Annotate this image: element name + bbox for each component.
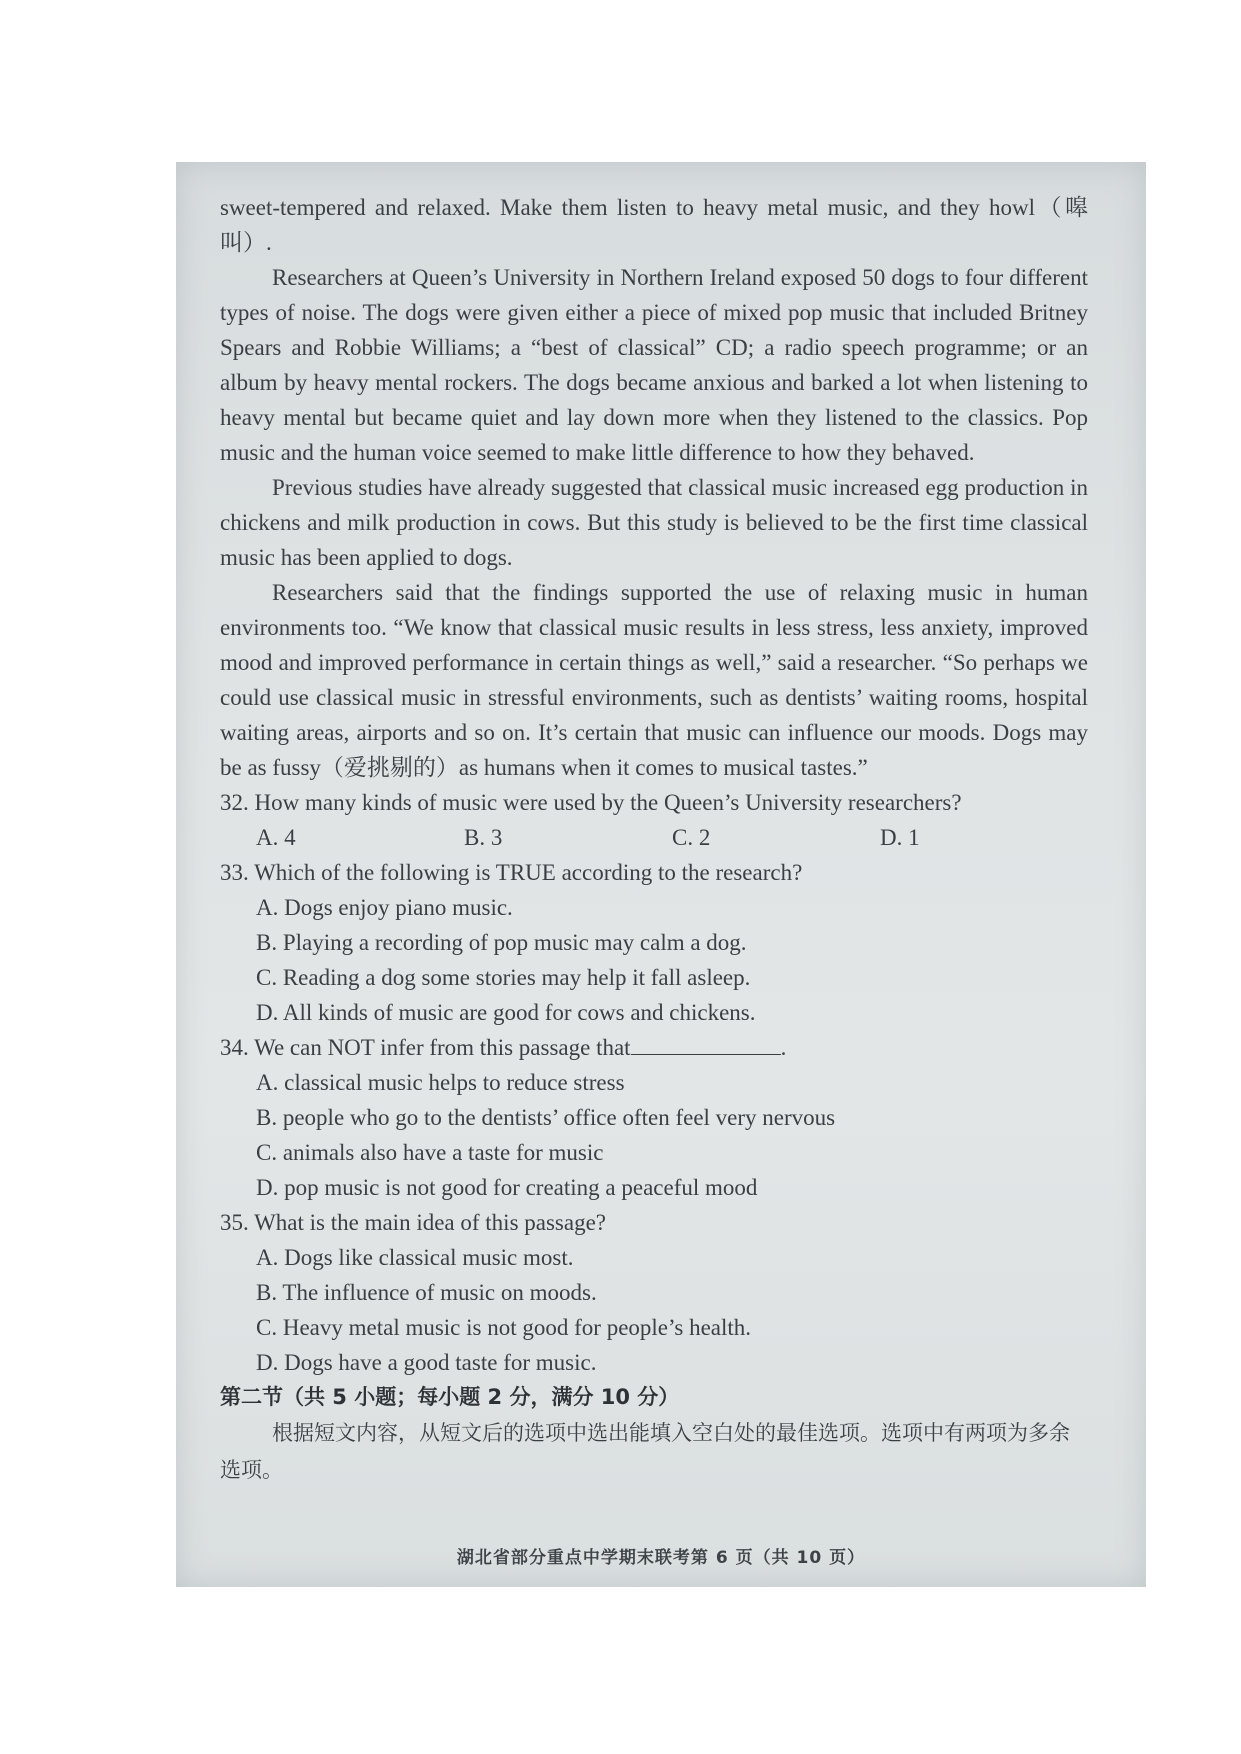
option-b: B. people who go to the dentists’ office often feel very nervous (256, 1105, 836, 1130)
question-33 (220, 855, 1088, 1030)
section-instruction: 根据短文内容，从短文后的选项中选出能填入空白处的最佳选项。选项中有两项为多余选项。 (220, 1421, 1070, 1482)
option-a: A. Dogs enjoy piano music. (256, 895, 513, 920)
option-d: D. Dogs have a good taste for music. (256, 1350, 597, 1375)
exam-page (176, 162, 1146, 1587)
option-row (256, 820, 1088, 855)
option-c: C. 2 (672, 825, 711, 850)
option-b: B. 3 (464, 825, 503, 850)
question-stem-end: . (780, 1035, 787, 1060)
question-stem-line (220, 1030, 1088, 1065)
option-c: C. Heavy metal music is not good for people’s health. (256, 1315, 752, 1340)
page-footer: 湖北省部分重点中学期末联考第 6 页（共 10 页） (456, 1548, 866, 1568)
option-d: D. All kinds of music are good for cows and chickens. (256, 1000, 756, 1025)
page-content (220, 190, 1088, 1489)
question-stem: 32. How many kinds of music were used by the Queen’s University researchers? (220, 790, 962, 815)
option-b: B. The influence of music on moods. (256, 1280, 597, 1305)
question-35 (220, 1205, 1088, 1380)
passage-paragraph-0: sweet-tempered and relaxed. Make them listen to heavy metal music, and they howl（嗥叫）. (220, 195, 1088, 255)
option-c: C. animals also have a taste for music (256, 1140, 604, 1165)
passage-paragraph-1: Researchers at Queen’s University in Northern Ireland exposed 50 dogs to four different types of noise. The dogs were given either a piece of mixed pop music that included Britney Spears and Robbie Williams; a “best of classical” CD; a radio speech programme; or an album by heavy mental rockers. The dogs became anxious and barked a lot when listening to heavy mental but became quiet and lay down more when they listened to the classics. Pop music and the human voice seemed to make little difference to how they behaved. (220, 265, 1088, 465)
question-32 (220, 785, 1088, 855)
option-d: D. pop music is not good for creating a peaceful mood (256, 1175, 758, 1200)
option-a: A. Dogs like classical music most. (256, 1245, 574, 1270)
option-c: C. Reading a dog some stories may help it fall asleep. (256, 965, 751, 990)
option-a: A. 4 (256, 825, 296, 850)
answer-blank (631, 1034, 781, 1055)
passage-paragraph-2: Previous studies have already suggested that classical music increased egg production in chickens and milk production in cows. But this study is believed to be the first time classical music has been applied to dogs. (220, 475, 1088, 570)
question-stem: 33. Which of the following is TRUE according to the research? (220, 860, 803, 885)
section-title: 第二节（共 5 小题；每小题 2 分，满分 10 分） (220, 1385, 680, 1409)
option-d: D. 1 (880, 825, 920, 850)
passage-paragraph-3: Researchers said that the findings supported the use of relaxing music in human environments too. “We know that classical music results in less stress, less anxiety, improved mood and improved performance in certain things as well,” said a researcher. “So perhaps we could use classical music in stressful environments, such as dentists’ waiting rooms, hospital waiting areas, airports and so on. It’s certain that music can influence our moods. Dogs may be as fussy（爱挑剔的）as humans when it comes to musical tastes.” (220, 580, 1088, 780)
question-stem: 34. We can NOT infer from this passage that (220, 1035, 631, 1060)
question-stem: 35. What is the main idea of this passage? (220, 1210, 607, 1235)
option-b: B. Playing a recording of pop music may calm a dog. (256, 930, 747, 955)
option-a: A. classical music helps to reduce stress (256, 1070, 625, 1095)
question-34 (220, 1030, 1088, 1205)
